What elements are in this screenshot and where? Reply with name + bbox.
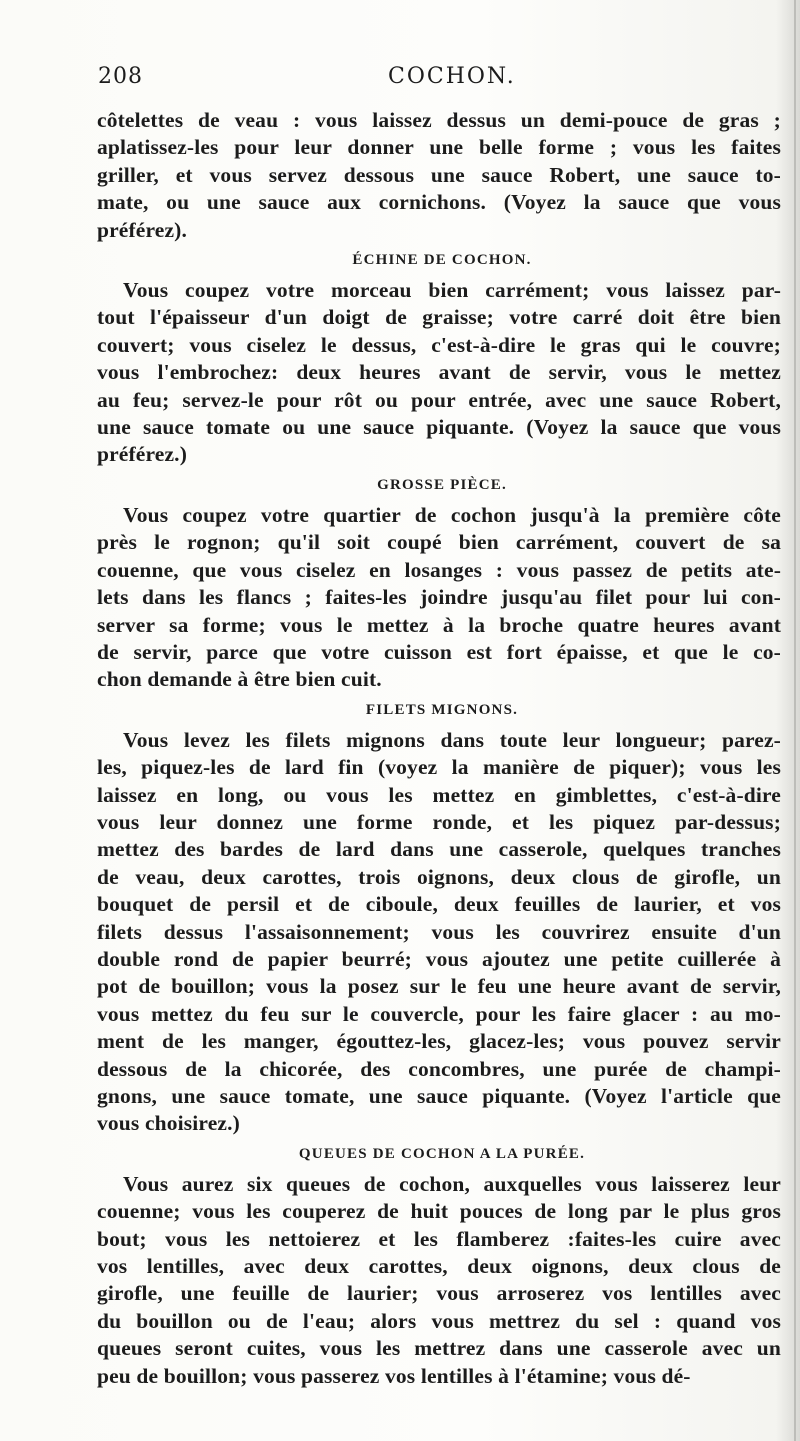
text-line: Vous aurez six queues de cochon, auxquelles vous laisserez leur bbox=[123, 1171, 781, 1196]
text-line: bouquet de persil et de ciboule, deux feuilles de laurier, et vos bbox=[97, 892, 781, 917]
text-line: dessous de la chicorée, des concombres, une purée de champi- bbox=[97, 1056, 781, 1081]
page-number: 208 bbox=[98, 64, 143, 89]
text-line: vos lentilles, avec deux carottes, deux oignons, deux clous de bbox=[97, 1254, 781, 1279]
text-line: pot de bouillon; vous la posez sur le feu une heure avant de servir, bbox=[97, 974, 781, 999]
section-heading: QUEUES DE COCHON A LA PURÉE. bbox=[298, 1145, 586, 1162]
text-line: près le rognon; qu'il soit coupé bien carrément, couvert de sa bbox=[97, 530, 781, 555]
text-line: peu de bouillon; vous passerez vos lentilles à l'étamine; vous dé- bbox=[97, 1363, 691, 1388]
text-line: mettez des bardes de lard dans une casserole, quelques tranches bbox=[97, 837, 781, 862]
text-line: girofle, une feuille de laurier; vous arroserez vos lentilles avec bbox=[97, 1281, 781, 1306]
text-line: server sa forme; vous le mettez à la broche quatre heures avant bbox=[97, 612, 781, 637]
text-line: laissez en long, ou vous les mettez en gimblettes, c'est-à-dire bbox=[97, 782, 781, 807]
text-line: aplatissez-les pour leur donner une belle forme ; vous les faites bbox=[97, 135, 781, 160]
text-line: couenne, que vous ciselez en losanges : vous passez de petits ate- bbox=[97, 557, 781, 582]
text-line: bout; vous les nettoierez et les flamberez :faites-les cuire avec bbox=[97, 1226, 781, 1251]
section-heading: GROSSE PIÈCE. bbox=[377, 476, 507, 493]
text-line: vous choisirez.) bbox=[97, 1111, 240, 1136]
text-line: couvert; vous ciselez le dessus, c'est-à-dire le gras qui le couvre; bbox=[97, 332, 781, 357]
text-line: Vous coupez votre morceau bien carrément; vous laissez par- bbox=[123, 278, 781, 303]
text-line: du bouillon ou de l'eau; alors vous mettrez du sel : quand vos bbox=[97, 1308, 781, 1333]
text-line: de veau, deux carottes, trois oignons, deux clous de girofle, un bbox=[97, 864, 781, 889]
text-line: préférez). bbox=[97, 217, 188, 242]
text-line: filets dessus l'assaisonnement; vous les couvrirez ensuite d'un bbox=[97, 919, 781, 944]
text-line: chon demande à être bien cuit. bbox=[97, 667, 382, 692]
text-line: Vous levez les filets mignons dans toute leur longueur; parez- bbox=[123, 727, 781, 752]
text-line: une sauce tomate ou une sauce piquante. (Voyez la sauce que vous bbox=[97, 415, 781, 440]
text-line: griller, et vous servez dessous une sauce Robert, une sauce to- bbox=[97, 162, 781, 187]
text-line: préférez.) bbox=[97, 442, 188, 467]
text-line: de servir, parce que votre cuisson est fort épaisse, et que le co- bbox=[97, 639, 781, 664]
page-edge bbox=[794, 0, 796, 1441]
text-line: vous leur donnez une forme ronde, et les piquez par-dessus; bbox=[97, 809, 781, 834]
section-heading: ÉCHINE DE COCHON. bbox=[352, 252, 532, 269]
text-line: vous l'embrochez: deux heures avant de servir, vous le mettez bbox=[97, 360, 781, 385]
text-line: couenne; vous les couperez de huit pouces de long par le plus gros bbox=[97, 1199, 781, 1224]
body-text bbox=[97, 107, 781, 1390]
text-line: lets dans les flancs ; faites-les joindre jusqu'au filet pour lui con- bbox=[97, 585, 781, 610]
text-line: côtelettes de veau : vous laissez dessus un demi-pouce de gras ; bbox=[97, 108, 781, 132]
text-line: mate, ou une sauce aux cornichons. (Voyez la sauce que vous bbox=[97, 190, 781, 215]
text-line: queues seront cuites, vous les mettrez dans une casserole avec un bbox=[97, 1336, 781, 1361]
section-heading: FILETS MIGNONS. bbox=[365, 701, 519, 718]
running-title: COCHON. bbox=[388, 64, 516, 89]
text-line: les, piquez-les de lard fin (voyez la manière de piquer); vous les bbox=[97, 755, 781, 780]
text-line: double rond de papier beurré; vous ajoutez une petite cuillerée à bbox=[97, 946, 781, 971]
page-header bbox=[98, 64, 780, 94]
text-line: au feu; servez-le pour rôt ou pour entrée, avec une sauce Robert, bbox=[97, 387, 781, 412]
text-line: ment de les manger, égouttez-les, glacez-les; vous pouvez servir bbox=[97, 1029, 781, 1054]
text-line: gnons, une sauce tomate, une sauce piquante. (Voyez l'article que bbox=[97, 1084, 781, 1108]
text-line: tout l'épaisseur d'un doigt de graisse; votre carré doit être bien bbox=[97, 305, 781, 330]
text-line: Vous coupez votre quartier de cochon jusqu'à la première côte bbox=[123, 502, 781, 527]
text-line: vous mettez du feu sur le couvercle, pour les faire glacer : au mo- bbox=[97, 1001, 781, 1026]
